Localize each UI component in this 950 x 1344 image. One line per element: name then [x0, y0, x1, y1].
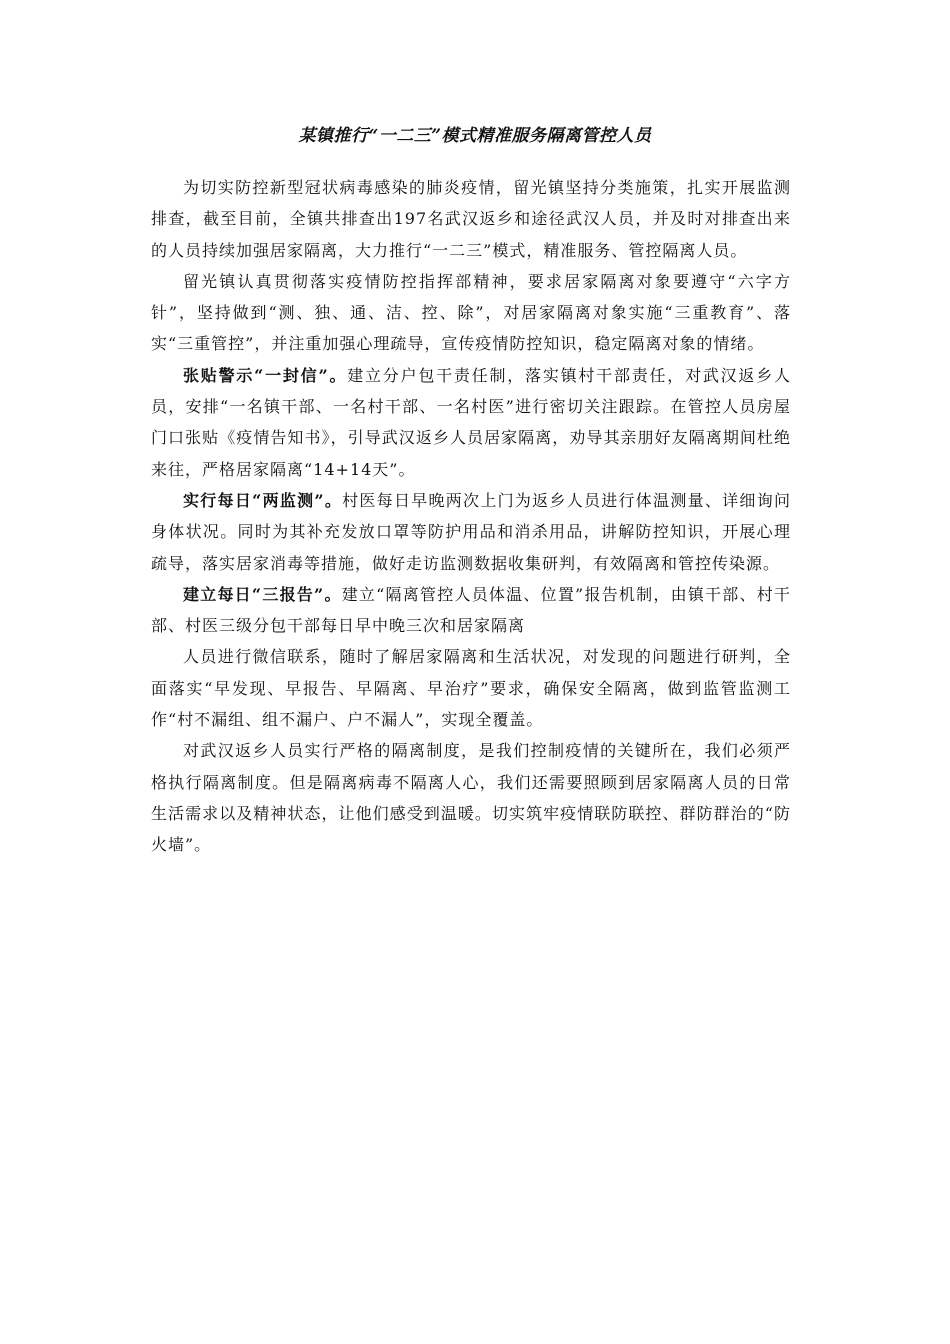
- paragraph-2-text: 留光镇认真贯彻落实疫情防控指挥部精神，要求居家隔离对象要遵守“六字方针”，坚持做到“测、独、通、洁、控、除”，对居家隔离对象实施“三重教育”、落实“三重管控”，并注重加强心理疏导，宣传疫情防控知识，稳定隔离对象的情绪。: [151, 271, 791, 354]
- paragraph-4: [151, 485, 791, 579]
- paragraph-5-lead: 建立每日“三报告”。: [183, 584, 342, 604]
- paragraph-7: [151, 735, 791, 860]
- paragraph-2: [151, 266, 791, 360]
- paragraph-3-text: 建立分户包干责任制，落实镇村干部责任，对武汉返乡人员，安排“一名镇干部、一名村干部、一名村医”进行密切关注跟踪。在管控人员房屋门口张贴《疫情告知书》，引导武汉返乡人员居家隔离，劝导其亲朋好友隔离期间杜绝来往，严格居家隔离“14+14天”。: [151, 365, 791, 479]
- paragraph-4-text: 村医每日早晚两次上门为返乡人员进行体温测量、详细询问身体状况。同时为其补充发放口罩等防护用品和消杀用品，讲解防控知识，开展心理疏导，落实居家消毒等措施，做好走访监测数据收集研判，有效隔离和管控传染源。: [151, 490, 791, 573]
- paragraph-5-text: 建立“隔离管控人员体温、位置”报告机制，由镇干部、村干部、村医三级分包干部每日早中晚三次和居家隔离: [151, 584, 791, 636]
- paragraph-6-text: 人员进行微信联系，随时了解居家隔离和生活状况，对发现的问题进行研判，全面落实“早发现、早报告、早隔离、早治疗”要求，确保安全隔离，做到监管监测工作“村不漏组、组不漏户、户不漏人”，实现全覆盖。: [151, 647, 791, 730]
- paragraph-7-text: 对武汉返乡人员实行严格的隔离制度，是我们控制疫情的关键所在，我们必须严格执行隔离制度。但是隔离病毒不隔离人心，我们还需要照顾到居家隔离人员的日常生活需求以及精神状态，让他们感受到温暖。切实筑牢疫情联防联控、群防群治的“防火墙”。: [151, 741, 791, 855]
- paragraph-4-lead: 实行每日“两监测”。: [183, 490, 343, 510]
- document-body: [151, 172, 791, 861]
- document-title: 某镇推行“一二三”模式精准服务隔离管控人员: [298, 126, 652, 146]
- paragraph-3: [151, 360, 791, 485]
- paragraph-3-lead: 张贴警示“一封信”。: [183, 365, 348, 385]
- paragraph-1: [151, 172, 791, 266]
- paragraph-6: [151, 641, 791, 735]
- paragraph-5: [151, 579, 791, 642]
- paragraph-1-text: 为切实防控新型冠状病毒感染的肺炎疫情，留光镇坚持分类施策，扎实开展监测排查，截至目前，全镇共排查出197名武汉返乡和途径武汉人员，并及时对排查出来的人员持续加强居家隔离，大力推行“一二三”模式，精准服务、管控隔离人员。: [151, 178, 791, 260]
